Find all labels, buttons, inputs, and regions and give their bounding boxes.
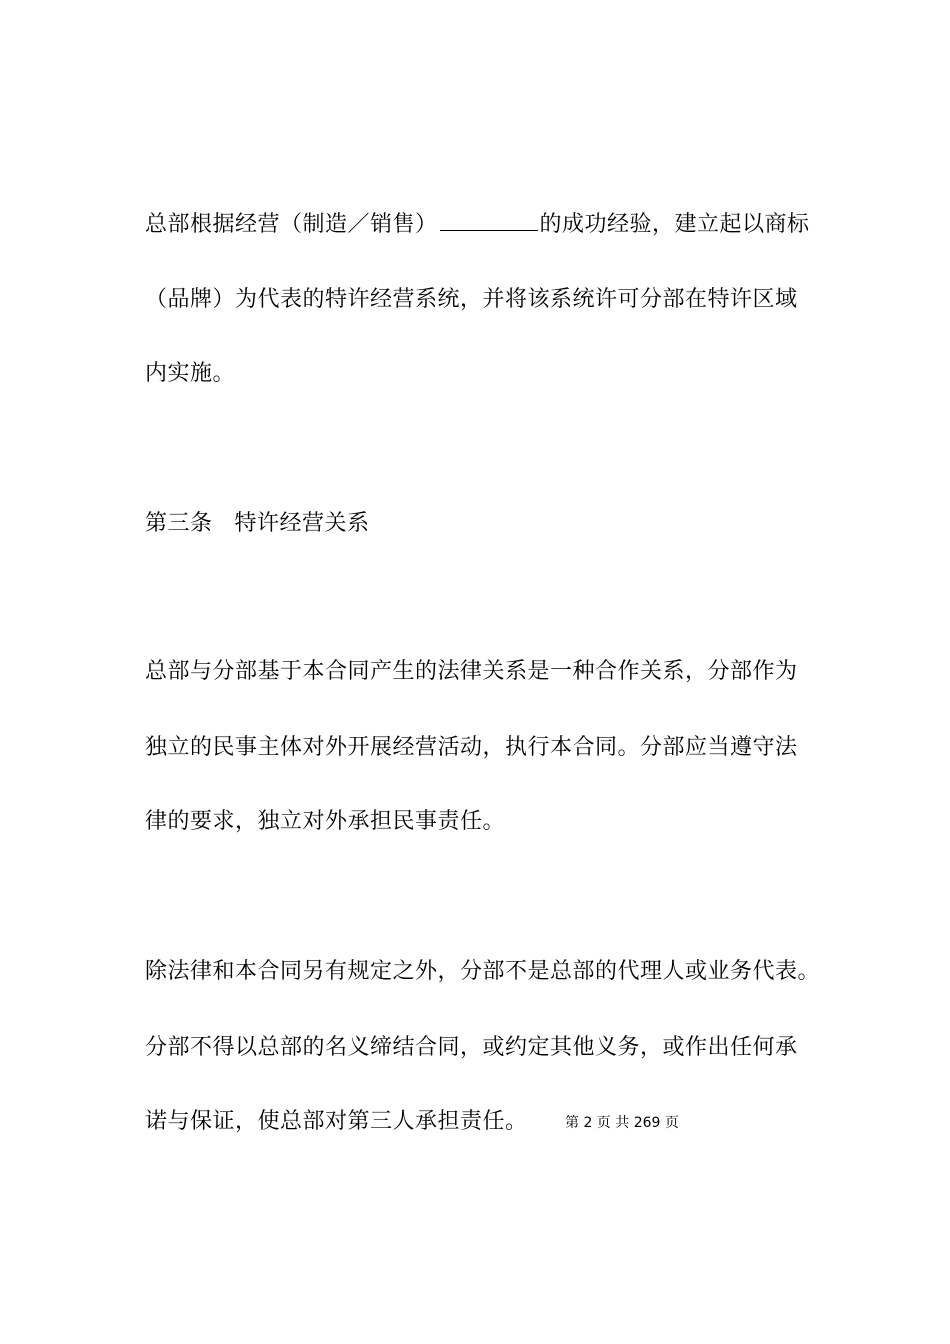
paragraph-1-line-1 (145, 210, 810, 239)
paragraph-1-line-2: （品牌）为代表的特许经营系统，并将该系统许可分部在特许区域 (145, 287, 798, 312)
article-number: 第三条 (145, 511, 213, 536)
paragraph-3-line-2: 分部不得以总部的名义缔结合同，或约定其他义务，或作出任何承 (145, 1035, 798, 1060)
paragraph-3-line-3: 诺与保证，使总部对第三人承担责任。 (145, 1109, 528, 1134)
paragraph-2-line-2: 独立的民事主体对外开展经营活动，执行本合同。分部应当遵守法 (145, 735, 798, 760)
article-heading (145, 510, 370, 538)
paragraph-1-line-3: 内实施。 (145, 361, 236, 386)
page-number-footer: 第 2 页 共 269 页 (565, 1115, 679, 1131)
fill-in-blank (440, 210, 538, 231)
paragraph-2-line-3: 律的要求，独立对外承担民事责任。 (145, 809, 506, 834)
paragraph-1-text-before-blank: 总部根据经营（制造／销售） (145, 212, 438, 237)
paragraph-2-line-1: 总部与分部基于本合同产生的法律关系是一种合作关系，分部作为 (145, 659, 798, 684)
article-title: 特许经营关系 (234, 511, 370, 536)
paragraph-3-line-1: 除法律和本合同另有规定之外，分部不是总部的代理人或业务代表。 (145, 959, 821, 984)
paragraph-1-text-after-blank: 的成功经验，建立起以商标 (539, 212, 810, 237)
